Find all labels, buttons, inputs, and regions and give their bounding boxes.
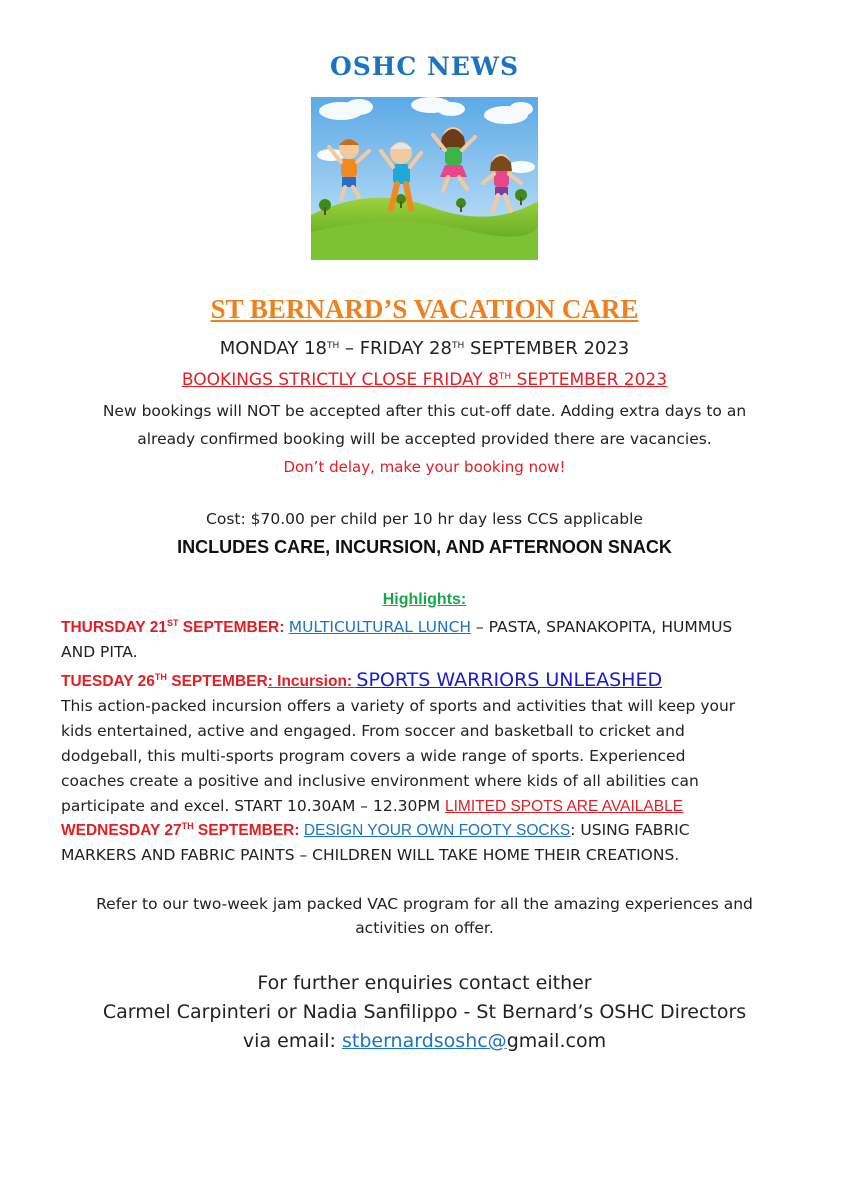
dont-delay-message: Don’t delay, make your booking now! (283, 458, 566, 476)
highlight-thursday: THURSDAY 21ST SEPTEMBER: MULTICULTURAL LUNCH – PASTA, SPANAKOPITA, HUMMUS AND PITA. (61, 618, 733, 661)
thursday-date: THURSDAY 21ST SEPTEMBER (61, 618, 280, 636)
vacation-dates: MONDAY 18TH – FRIDAY 28TH SEPTEMBER 2023 (219, 338, 630, 359)
sports-warriors-link[interactable]: SPORTS WARRIORS UNLEASHED (356, 669, 663, 691)
newsletter-title: OSHC NEWS (329, 52, 520, 81)
multicultural-lunch-link[interactable]: MULTICULTURAL LUNCH (288, 618, 472, 636)
contact-line-1: For further enquiries contact either (257, 972, 592, 994)
limited-spots-notice: LIMITED SPOTS ARE AVAILABLE (445, 798, 684, 815)
booking-policy-line-2: already confirmed booking will be accepted provided there are vacancies. (137, 430, 712, 448)
contact-line-2: Carmel Carpinteri or Nadia Sanfilippo - St Bernard’s OSHC Directors (102, 1001, 747, 1023)
vacation-care-heading: ST BERNARD’S VACATION CARE (210, 294, 639, 324)
highlights-heading: Highlights: (382, 591, 467, 608)
footy-socks-link[interactable]: DESIGN YOUR OWN FOOTY SOCKS (303, 822, 571, 839)
tuesday-date: TUESDAY 26TH SEPTEMBER (61, 672, 268, 690)
bookings-close-notice: BOOKINGS STRICTLY CLOSE FRIDAY 8TH SEPTEMBER 2023 (181, 370, 668, 390)
includes-line: INCLUDES CARE, INCURSION, AND AFTERNOON SNACK (177, 537, 672, 557)
kids-jumping-illustration (311, 97, 538, 260)
wednesday-date: WEDNESDAY 27TH SEPTEMBER (61, 821, 295, 839)
highlight-wednesday: WEDNESDAY 27TH SEPTEMBER: DESIGN YOUR OWN FOOTY SOCKS: USING FABRIC MARKERS AND FABRIC PAINTS – CHILDREN WILL TAKE HOME THEIR CREATIONS. (61, 821, 690, 864)
booking-policy-line-1: New bookings will NOT be accepted after this cut-off date. Adding extra days to an (102, 402, 747, 420)
refer-line-2: activities on offer. (355, 919, 494, 937)
highlight-tuesday-title: TUESDAY 26TH SEPTEMBER: Incursion: SPORTS WARRIORS UNLEASHED (61, 669, 663, 691)
refer-line-1: Refer to our two-week jam packed VAC program for all the amazing experiences and (96, 895, 753, 913)
cost-line: Cost: $70.00 per child per 10 hr day less CCS applicable (206, 510, 643, 528)
highlight-tuesday-description: This action-packed incursion offers a variety of sports and activities that will keep your kids entertained, active and engaged. From soccer and basketball to cricket and dodgeball, this multi-sports program covers a wide range of sports. Experienced coaches create a positive and inclusive environment where kids of all abilities can participate and excel. START 10.30AM – 12.30PM LIMITED SPOTS ARE AVAILABLE (61, 697, 736, 815)
email-link[interactable]: stbernardsoshc@ (341, 1030, 507, 1052)
contact-email-line: via email: stbernardsoshc@gmail.com (242, 1030, 607, 1052)
